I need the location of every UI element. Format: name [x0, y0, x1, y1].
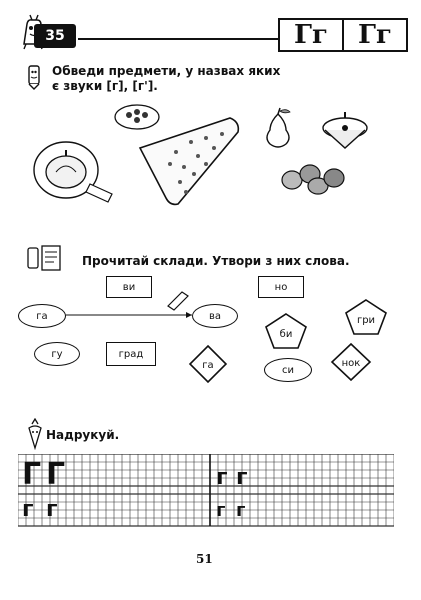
- syllable-va-oval[interactable]: [192, 304, 238, 328]
- sample-letter: г: [236, 500, 246, 521]
- task1-title-line2: є звуки [г], [г'].: [52, 79, 158, 93]
- syllable-text: гри: [356, 315, 376, 326]
- sample-letter: Г: [22, 457, 42, 492]
- syllable-ha-diamond[interactable]: [188, 344, 228, 384]
- syllable-text: но: [274, 281, 288, 293]
- task2-title: Прочитай склади. Утвори з них слова.: [82, 254, 350, 268]
- carrot-mascot-icon: [26, 418, 44, 450]
- sample-letter: Г: [46, 457, 66, 492]
- page-number: 51: [196, 552, 213, 566]
- letter-upper-text: Гг: [294, 20, 328, 50]
- syllable-by-pentagon[interactable]: [264, 312, 308, 350]
- syllable-sy-oval[interactable]: [264, 358, 312, 382]
- print-grid[interactable]: [18, 454, 394, 530]
- sample-letter: г: [236, 465, 248, 490]
- sample-letter: г: [46, 497, 58, 522]
- syllable-text: га: [202, 360, 214, 371]
- syllable-text: би: [279, 329, 293, 340]
- syllable-vy[interactable]: [106, 276, 152, 298]
- syllable-hry-pentagon[interactable]: [344, 298, 388, 336]
- sample-letter: г: [22, 497, 34, 522]
- syllable-no[interactable]: [258, 276, 304, 298]
- task3-title: Надрукуй.: [46, 428, 120, 442]
- syllable-nok-diamond[interactable]: [330, 342, 372, 382]
- syllable-text: си: [282, 364, 294, 376]
- syllable-ha-oval[interactable]: [18, 304, 66, 328]
- letter-lower-text: Гг: [358, 20, 392, 50]
- syllable-text: га: [36, 310, 48, 322]
- task1-title-line1: Обведи предмети, у назвах яких: [52, 64, 281, 78]
- page-badge-number: 35: [45, 28, 65, 44]
- syllable-text: град: [118, 348, 144, 360]
- syllable-text: ва: [208, 310, 222, 322]
- syllable-text: нок: [341, 358, 361, 369]
- syllable-hu-oval[interactable]: [34, 342, 80, 366]
- syllable-text: ви: [122, 281, 136, 293]
- sample-letter: г: [216, 465, 228, 490]
- sample-letter: г: [216, 500, 226, 521]
- pencil-icon: [168, 292, 188, 310]
- syllable-hrad[interactable]: [106, 342, 156, 366]
- syllable-text: гу: [51, 348, 63, 360]
